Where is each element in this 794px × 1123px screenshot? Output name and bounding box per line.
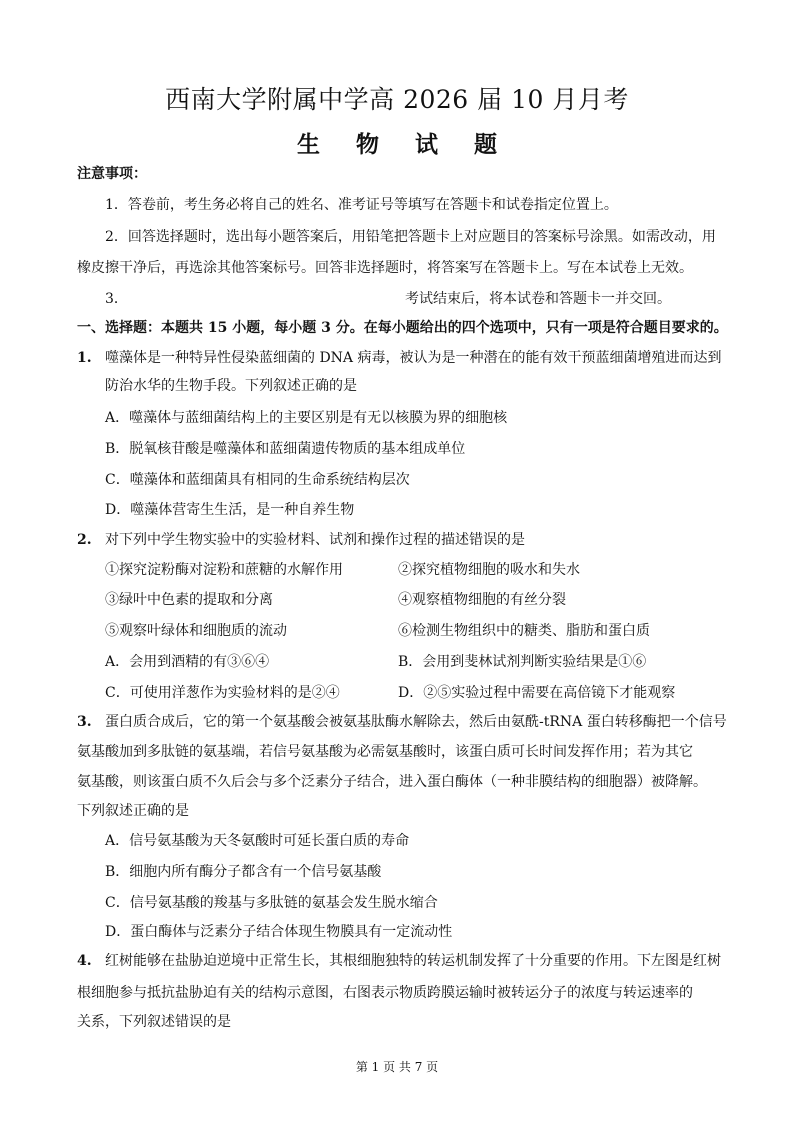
question-number: 2.: [77, 532, 92, 548]
question-stem: 对下列中学生物实验中的实验材料、试剂和操作过程的描述错误的是: [105, 532, 525, 548]
option-b: B．脱氧核苷酸是噬藻体和蓝细菌遗传物质的基本组成单位: [105, 441, 466, 457]
question-stem: 防治水华的生物手段。下列叙述正确的是: [105, 378, 357, 394]
question-stem: 根细胞参与抵抗盐胁迫有关的结构示意图，右图表示物质跨膜运输时被转运分子的浓度与转运速率的: [77, 985, 693, 1001]
experiment-item: ②探究植物细胞的吸水和失水: [398, 562, 580, 578]
question-stem: 氨基酸加到多肽链的氨基端，若信号氨基酸为必需氨基酸时，该蛋白质可长时间发挥作用；若为其它: [77, 744, 693, 760]
question-stem: 下列叙述正确的是: [77, 803, 189, 819]
section-heading: 一、选择题：本题共 15 小题，每小题 3 分。在每小题给出的四个选项中，只有一项是符合题目要求的。: [77, 320, 728, 336]
option-c: C．可使用洋葱作为实验材料的是②④: [105, 685, 340, 701]
notice-item: 橡皮擦干净后，再选涂其他答案标号。回答非选择题时，将答案写在答题卡上。写在本试卷上无效。: [77, 260, 693, 276]
question-number: 4.: [77, 953, 92, 969]
option-a: A．会用到酒精的有③⑥④: [105, 654, 270, 670]
question-number: 3.: [77, 714, 92, 730]
experiment-item: ①探究淀粉酶对淀粉和蔗糖的水解作用: [105, 562, 343, 578]
notice-item: 考试结束后，将本试卷和答题卡一并交回。: [405, 291, 671, 307]
option-c: C．信号氨基酸的羧基与多肽链的氨基会发生脱水缩合: [105, 895, 438, 911]
experiment-item: ⑤观察叶绿体和细胞质的流动: [105, 623, 287, 639]
option-d: D．②⑤实验过程中需要在高倍镜下才能观察: [398, 685, 676, 701]
experiment-item: ④观察植物细胞的有丝分裂: [398, 592, 566, 608]
option-d: D．蛋白酶体与泛素分子结合体现生物膜具有一定流动性: [105, 924, 453, 940]
option-d: D．噬藻体营寄生生活，是一种自养生物: [105, 502, 355, 518]
page-title: 西南大学附属中学高 2026 届 10 月月考: [165, 85, 629, 114]
question-stem: 蛋白质合成后，它的第一个氨基酸会被氨基肽酶水解除去，然后由氨酰-tRNA 蛋白转移酶把一个信号: [105, 714, 727, 730]
option-b: B．细胞内所有酶分子都含有一个信号氨基酸: [105, 864, 382, 880]
question-stem: 氨基酸，则该蛋白质不久后会与多个泛素分子结合，进入蛋白酶体（一种非膜结构的细胞器）被降解。: [77, 774, 707, 790]
notice-item-number: 3．: [105, 291, 128, 307]
notice-heading: 注意事项：: [77, 166, 147, 182]
option-a: A．信号氨基酸为天冬氨酸时可延长蛋白质的寿命: [105, 833, 410, 849]
option-c: C．噬藻体和蓝细菌具有相同的生命系统结构层次: [105, 472, 410, 488]
notice-item: 2．回答选择题时，选出每小题答案后，用铅笔把答题卡上对应题目的答案标号涂黑。如需改动，用: [105, 229, 716, 245]
page-subtitle: 生 物 试 题: [296, 131, 512, 158]
question-stem: 关系，下列叙述错误的是: [77, 1014, 231, 1030]
notice-item: 1．答卷前，考生务必将自己的姓名、准考证号等填写在答题卡和试卷指定位置上。: [105, 197, 618, 213]
page-footer: 第 1 页 共 7 页: [355, 1060, 439, 1074]
option-b: B．会用到斐林试剂判断实验结果是①⑥: [398, 654, 647, 670]
experiment-item: ⑥检测生物组织中的糖类、脂肪和蛋白质: [398, 623, 650, 639]
option-a: A．噬藻体与蓝细菌结构上的主要区别是有无以核膜为界的细胞核: [105, 410, 508, 426]
question-stem: 噬藻体是一种特异性侵染蓝细菌的 DNA 病毒，被认为是一种潜在的能有效干预蓝细菌增殖进而达到: [105, 350, 722, 366]
experiment-item: ③绿叶中色素的提取和分离: [105, 592, 273, 608]
question-stem: 红树能够在盐胁迫逆境中正常生长，其根细胞独特的转运机制发挥了十分重要的作用。下左图是红树: [105, 953, 721, 969]
question-number: 1.: [77, 350, 92, 366]
